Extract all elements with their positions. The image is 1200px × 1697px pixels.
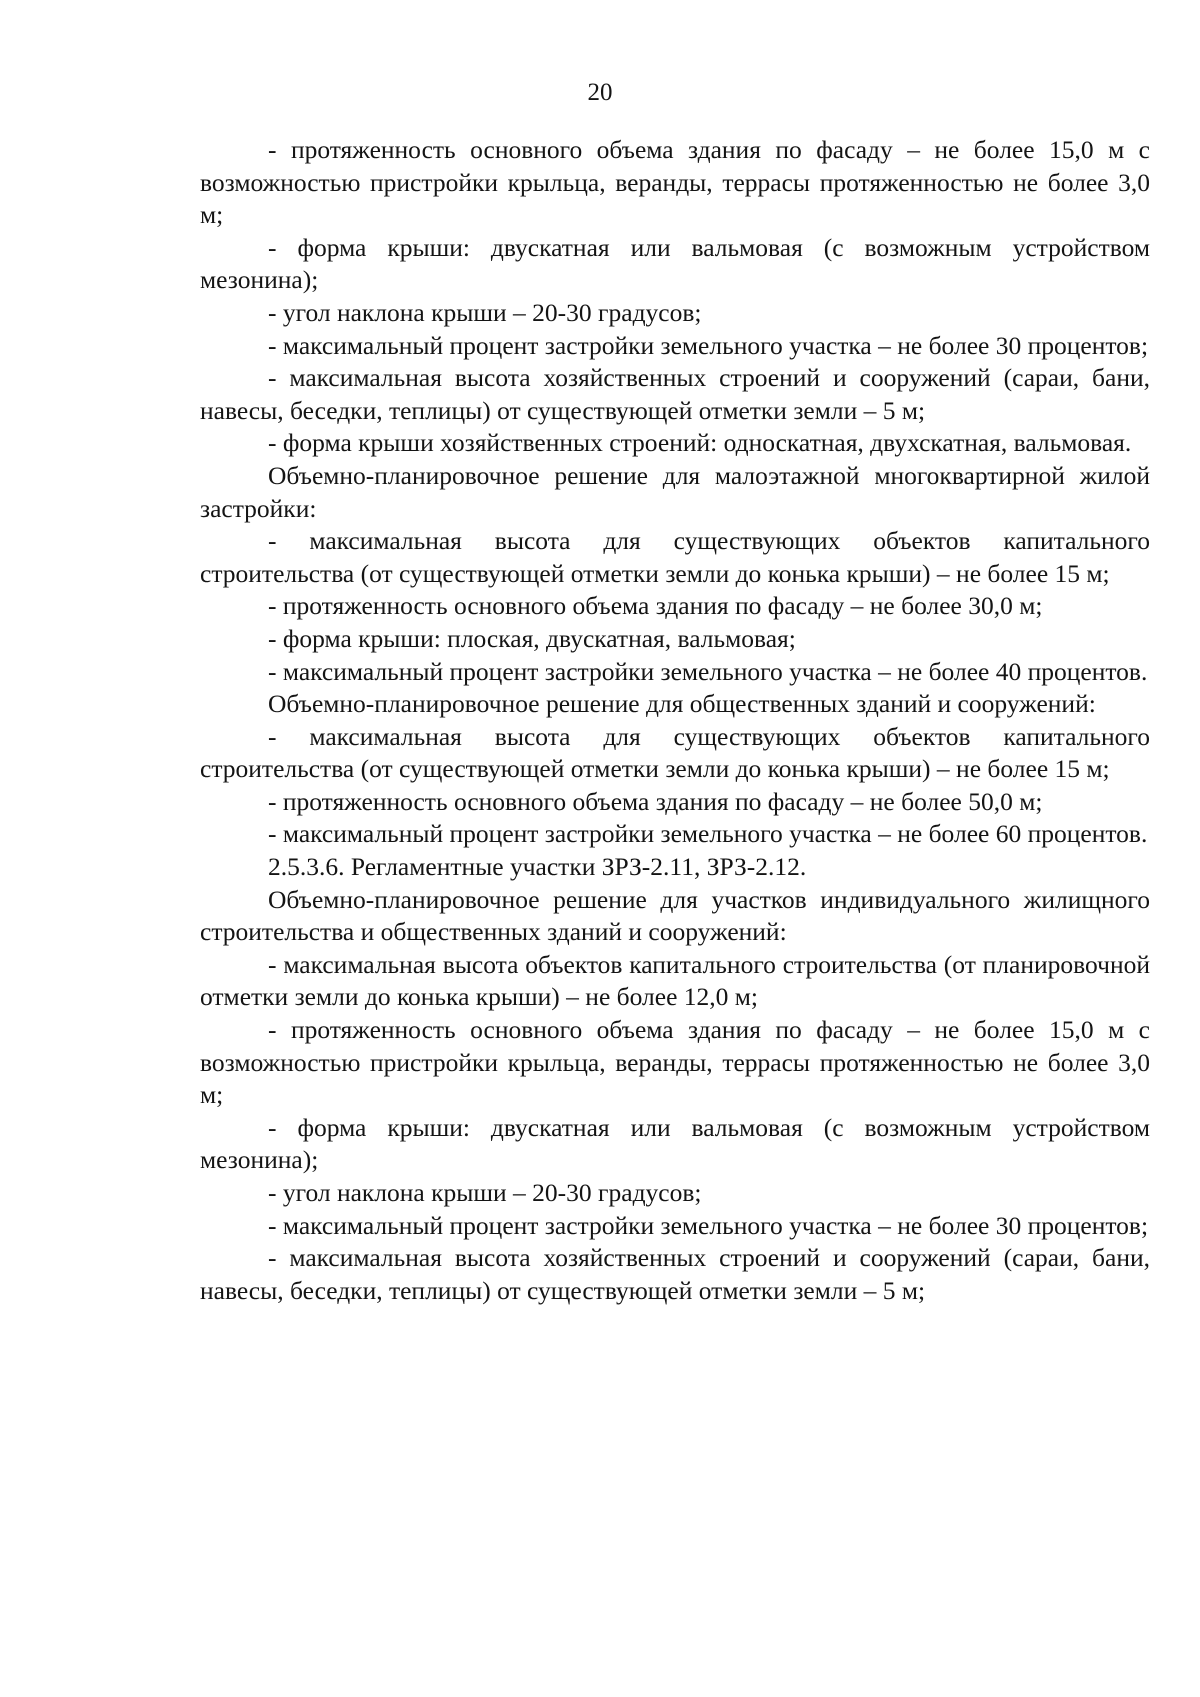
paragraph-ijs-outbuilding-height: - максимальная высота хозяйственных строений и сооружений (сараи, бани, навесы, беседки, теплицы) от существующей отметки земли – 5 м; (200, 1243, 1150, 1305)
paragraph-public-buildings-heading: Объемно-планировочное решение для общественных зданий и сооружений: (268, 689, 1096, 719)
paragraph-ijs-max-height: - максимальная высота объектов капитального строительства (от планировочной отметки земли до конька крыши) – не более 12,0 м; (200, 949, 1150, 1012)
paragraph-lowrise-max-height: - максимальная высота для существующих объектов капитального строительства (от существующей отметки земли до конька крыши) – не более 15 м; (200, 526, 1150, 588)
paragraph-max-development-percent: - максимальный процент застройки земельного участка – не более 30 процентов; (268, 330, 1149, 360)
paragraph-public-max-height: - максимальная высота для существующих объектов капитального строительства (от существующей отметки земли до конька крыши) – не более 15 м; (200, 721, 1150, 784)
paragraph-ijs-development-percent: - максимальный процент застройки земельного участка – не более 30 процентов; (268, 1210, 1149, 1240)
paragraph-ijs-roof-form: - форма крыши: двускатная или вальмовая (с возможным устройством мезонина); (200, 1112, 1150, 1175)
paragraph-outbuilding-roof-form: - форма крыши хозяйственных строений: односкатная, двухскатная, вальмовая. (268, 428, 1132, 458)
paragraph-public-facade-length: - протяженность основного объема здания по фасаду – не более 50,0 м; (268, 786, 1043, 816)
paragraph-roof-angle: - угол наклона крыши – 20-30 градусов; (268, 297, 702, 327)
paragraph-ijs-roof-angle: - угол наклона крыши – 20-30 градусов; (268, 1178, 702, 1207)
paragraph-lowrise-development-percent: - максимальный процент застройки земельного участка – не более 40 процентов. (268, 656, 1148, 686)
paragraph-lowrise-multiapartment-heading: Объемно-планировочное решение для малоэтажной многоквартирной жилой застройки: (200, 460, 1150, 523)
paragraph-facade-length: - протяженность основного объема здания по фасаду – не более 15,0 м с возможностью пристройки крыльца, веранды, террасы протяженностью не более 3,0 м; (200, 135, 1150, 230)
section-heading-2-5-3-6: 2.5.3.6. Регламентные участки ЗРЗ-2.11, ЗРЗ-2.12. (268, 852, 807, 882)
document-body (200, 134, 1150, 1307)
paragraph-outbuilding-height: - максимальная высота хозяйственных строений и сооружений (сараи, бани, навесы, беседки, теплицы) от существующей отметки земли – 5 м; (200, 363, 1150, 425)
paragraph-lowrise-roof-form: - форма крыши: плоская, двускатная, вальмовая; (268, 623, 796, 653)
paragraph-lowrise-facade-length: - протяженность основного объема здания по фасаду – не более 30,0 м; (268, 591, 1043, 621)
page-number: 20 (587, 79, 613, 106)
paragraph-ijs-facade-length: - протяженность основного объема здания по фасаду – не более 15,0 м с возможностью пристройки крыльца, веранды, террасы протяженностью не более 3,0 м; (200, 1015, 1150, 1110)
paragraph-ijs-public-heading: Объемно-планировочное решение для участков индивидуального жилищного строительства и общественных зданий и сооружений: (200, 884, 1150, 947)
paragraph-public-development-percent: - максимальный процент застройки земельного участка – не более 60 процентов. (268, 819, 1148, 849)
paragraph-roof-form: - форма крыши: двускатная или вальмовая (с возможным устройством мезонина); (200, 232, 1150, 295)
